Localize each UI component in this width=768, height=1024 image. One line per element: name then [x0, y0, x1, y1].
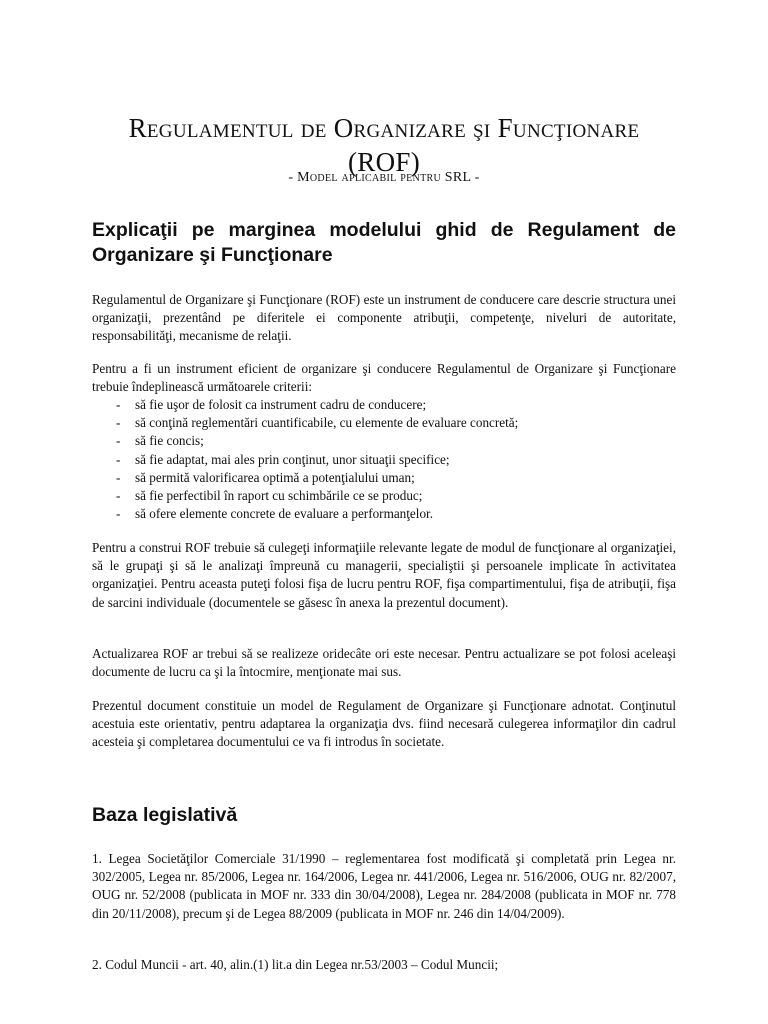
paragraph-update-rof: Actualizarea ROF ar trebui să se realizeze oridecâte ori este necesar. Pentru actualizare se pot folosi aceleaşi documente de lucru ca şi la întocmire, menţionate mai sus.: [92, 646, 676, 680]
paragraph-rof-definition: Regulamentul de Organizare şi Funcţionare (ROF) este un instrument de conducere care descrie structura unei organizaţii, prezentând pe diferitele ei componente atribuţii, competenţe, niveluri de autoritate, responsabilităţi, mecanisme de relaţii.: [92, 292, 676, 344]
paragraph-build-rof: Pentru a construi ROF trebuie să culegeţi informaţiile relevante legate de modul de funcţionare al organizaţiei, să le grupaţi şi să le analizaţi împreună cu managerii, specialiştii şi persoanele implicate în activitatea organizaţiei. Pentru aceasta puteţi folosi fişa de lucru pentru ROF, fişa compartimentului, fişa de atribuţii, fişa de sarcini individuale (documentele se găsesc în anexa la prezentul document).: [92, 540, 676, 610]
title-line-1: Regulamentul de Organizare şi Funcţionare: [128, 113, 640, 143]
heading-explanations: Explicaţii pe marginea modelului ghid de Regulament de Organizare şi Funcţionare: [92, 219, 676, 266]
criteria-item: - să fie concis;: [92, 432, 676, 450]
criteria-item: - să permită valorificarea optimă a potenţialului uman;: [92, 469, 676, 487]
criteria-item: - să conţină reglementări cuantificabile, cu elemente de evaluare concretă;: [92, 414, 676, 432]
criteria-item: - să fie uşor de folosit ca instrument cadru de conducere;: [92, 396, 676, 414]
criteria-item: - să fie perfectibil în raport cu schimbările ce se produc;: [92, 487, 676, 505]
criteria-item: - să fie adaptat, mai ales prin conţinut, unor situaţii specifice;: [92, 451, 676, 469]
criteria-item: - să ofere elemente concrete de evaluare a performanţelor.: [92, 505, 676, 523]
title-line-2: (ROF): [347, 147, 420, 177]
heading-legal-basis: Baza legislativă: [92, 804, 238, 826]
paragraph-legal-2: 2. Codul Muncii - art. 40, alin.(1) lit.a din Legea nr.53/2003 – Codul Muncii;: [92, 957, 499, 972]
criteria-list: [92, 396, 676, 523]
paragraph-document-purpose: Prezentul document constituie un model de Regulament de Organizare şi Funcţionare adnotat. Conţinutul acestuia este orientativ, pentru adaptarea la organizaţia dvs. fiind necesară culegerea informaţilor din cadrul acesteia şi completarea documentului ce va fi introdus în societate.: [92, 698, 676, 750]
paragraph-legal-1: 1. Legea Societăţilor Comerciale 31/1990 – reglementarea fost modificată şi completată prin Legea nr. 302/2005, Legea nr. 85/2006, Legea nr. 164/2006, Legea nr. 441/2006, Legea nr. 516/2006, OUG nr. 82/2007, OUG nr. 52/2008 (publicata in MOF nr. 333 din 30/04/2008), Legea nr. 284/2008 (publicata in MOF nr. 778 din 20/11/2008), precum şi de Legea 88/2009 (publicata in MOF nr. 246 din 14/04/2009).: [92, 851, 676, 921]
document-subtitle: - Model aplicabil pentru SRL -: [288, 170, 480, 185]
document-title: [60, 111, 708, 179]
paragraph-criteria-intro: Pentru a fi un instrument eficient de organizare şi conducere Regulamentul de Organizare şi Funcţionare trebuie îndeplinească următoarele criterii:: [92, 361, 676, 395]
